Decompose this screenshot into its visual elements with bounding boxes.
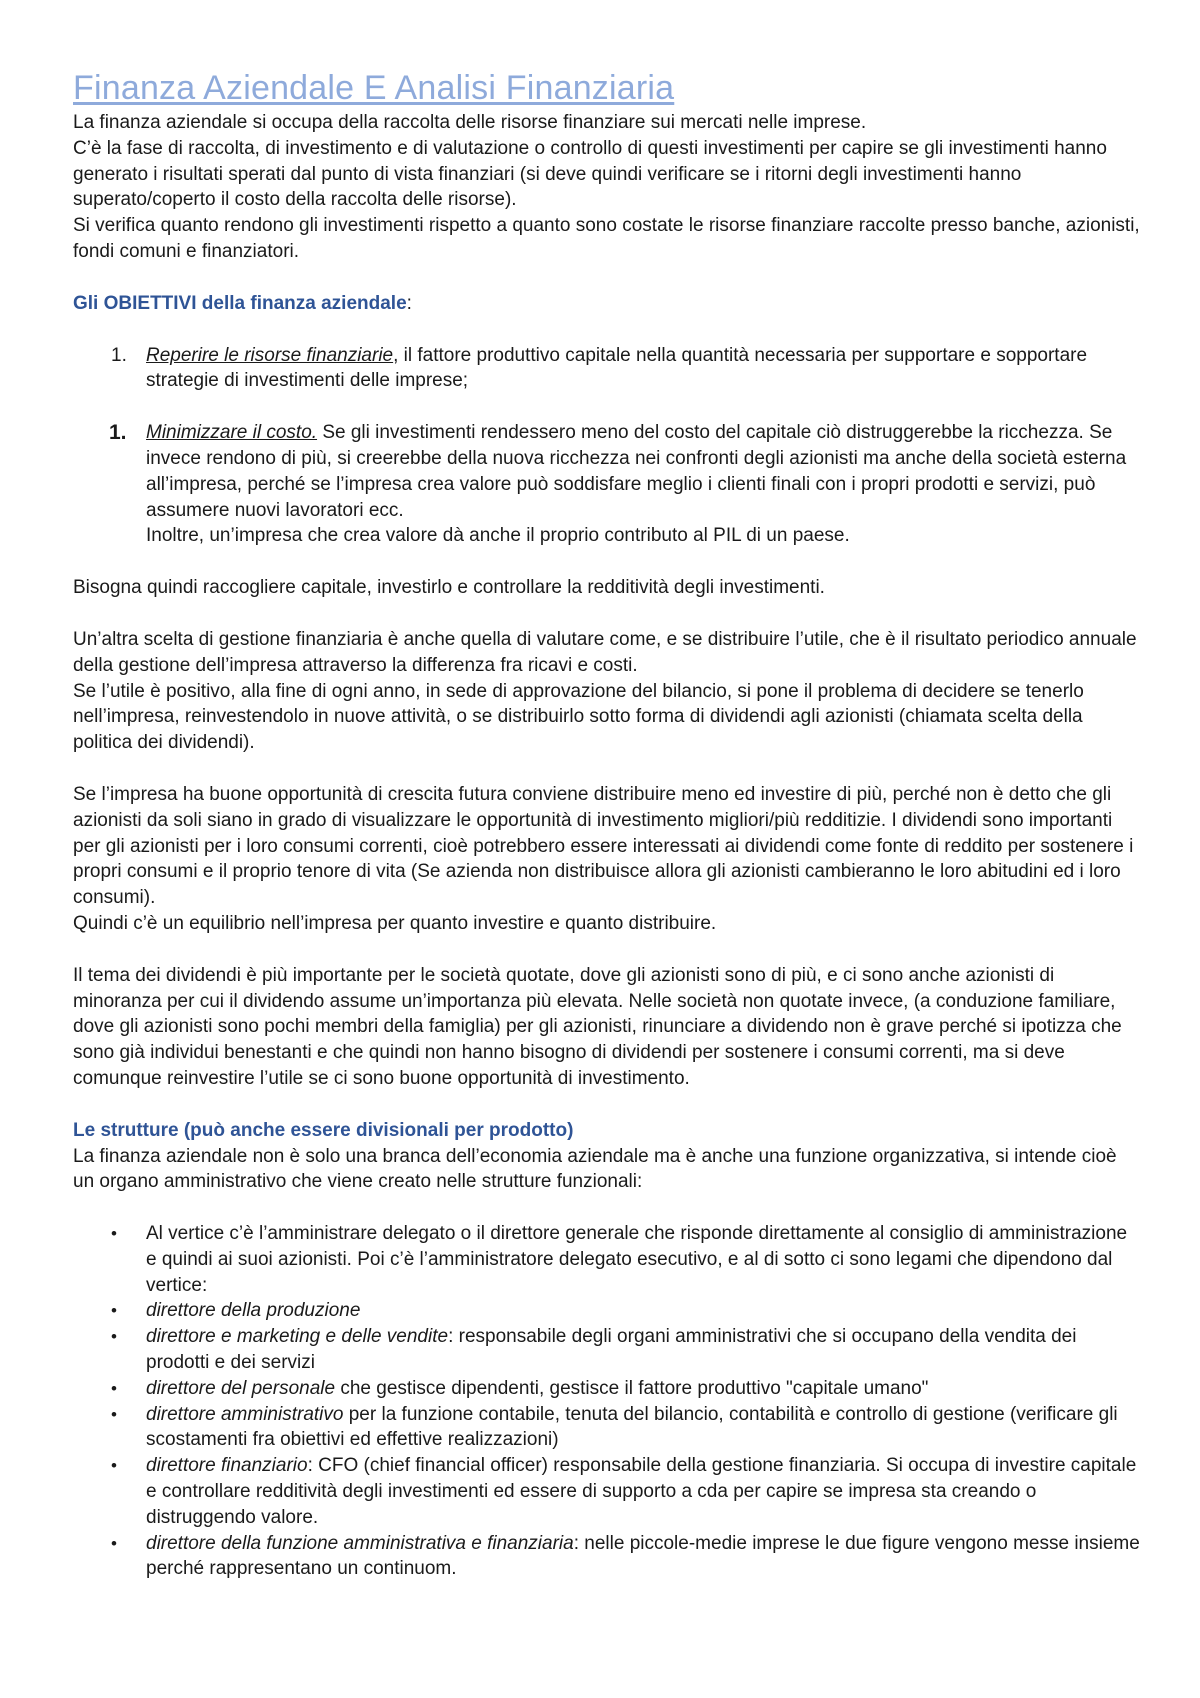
- structure-text: : responsabile degli organi amministrativi che si occupano della vendita dei prodotti e dei servizi: [146, 1326, 1077, 1374]
- bullet-icon: •: [111, 1456, 117, 1476]
- bullet-icon: •: [111, 1327, 117, 1347]
- bullet-icon: •: [111, 1301, 117, 1321]
- structure-text: per la funzione contabile, tenuta del bilancio, contabilità e controllo di gestione (verificare gli scostamenti fra obiettivi ed effettive realizzazioni): [146, 1403, 1118, 1451]
- structure-text: : nelle piccole-medie imprese le due figure vengono messe insieme perché rappresentano un continuom.: [146, 1532, 1140, 1580]
- paragraph-collect: Bisogna quindi raccogliere capitale, investirlo e controllare la redditività degli investimenti.: [73, 577, 825, 599]
- objectives-heading-text: Gli OBIETTIVI della finanza aziendale: [73, 292, 407, 314]
- objective-lead: Minimizzare il costo.: [146, 422, 318, 444]
- list-item: [73, 1221, 1140, 1298]
- paragraph-growth-2: Quindi c’è un equilibrio nell’impresa per quanto investire e quanto distribuire.: [73, 912, 717, 934]
- list-item: [73, 1376, 1140, 1402]
- list-item: [73, 1298, 1140, 1324]
- objective-extra: Inoltre, un’impresa che crea valore dà anche il proprio contributo al PIL di un paese.: [146, 525, 850, 547]
- objective-number: 1.: [111, 344, 127, 366]
- paragraph-dividends-1: Un’altra scelta di gestione finanziaria è anche quella di valutare come, e se distribuire l’utile, che è il risultato periodico annuale della gestione dell’impresa attraverso la differenza fra ricavi e costi.: [73, 628, 1137, 676]
- objective-number: 1.: [109, 421, 127, 445]
- intro-line-1: La finanza aziendale si occupa della raccolta delle risorse finanziare sui mercati nelle imprese.: [73, 112, 867, 133]
- structures-list: [73, 1221, 1140, 1582]
- list-item: [73, 1402, 1140, 1454]
- list-item: [73, 1324, 1140, 1376]
- bullet-icon: •: [111, 1224, 117, 1244]
- objective-lead: Reperire le risorse finanziarie: [146, 344, 394, 366]
- paragraph-dividends-2: Se l’utile è positivo, alla fine di ogni anno, in sede di approvazione del bilancio, si pone il problema di decidere se tenerlo nell’impresa, reinvestendolo in nuove attività, o se distribuirlo sotto forma di dividendi agli azionisti (chiamata scelta della politica dei dividendi).: [73, 680, 1084, 754]
- objective-text: Se gli investimenti rendessero meno del costo del capitale ciò distruggerebbe la ricchezza. Se invece rendono di più, si creerebbe della nuova ricchezza nei confronti degli azionisti ma anche della società esterna all’impresa, perché se l’impresa crea valore può soddisfare meglio i clienti finali con i propri prodotti e servizi, può assumere nuovi lavoratori ecc.: [146, 422, 1127, 521]
- structures-intro: La finanza aziendale non è solo una branca dell’economia aziendale ma è anche una funzione organizzativa, si intende cioè un organo amministrativo che viene creato nelle strutture funzionali:: [73, 1145, 1117, 1193]
- structure-lead: direttore della funzione amministrativa e finanziaria: [146, 1532, 574, 1554]
- objectives-heading: [73, 291, 1140, 317]
- list-item: [73, 1453, 1140, 1530]
- structure-lead: direttore amministrativo: [146, 1403, 344, 1425]
- structure-text: Al vertice c’è l’amministrare delegato o il direttore generale che risponde direttamente al consiglio di amministrazione e quindi ai suoi azionisti. Poi c’è l’amministratore delegato esecutivo, e al di sotto ci sono legami che dipendono dal vertice:: [146, 1223, 1128, 1296]
- structure-lead: direttore della produzione: [146, 1300, 361, 1322]
- structure-lead: direttore e marketing e delle vendite: [146, 1326, 449, 1348]
- objectives-list: [73, 343, 1140, 550]
- bullet-icon: •: [111, 1404, 117, 1424]
- list-item: [73, 1531, 1140, 1583]
- document-title: Finanza Aziendale E Analisi Finanziaria: [73, 69, 675, 107]
- objective-text: , il fattore produttivo capitale nella quantità necessaria per supportare e sopportare strategie di investimenti delle imprese;: [146, 344, 1088, 392]
- intro-line-3: Si verifica quanto rendono gli investimenti rispetto a quanto sono costate le risorse finanziare raccolte presso banche, azionisti, fondi comuni e finanziatori.: [73, 215, 1140, 262]
- objectives-heading-colon: :: [406, 292, 412, 314]
- bullet-icon: •: [111, 1378, 117, 1398]
- structure-text: che gestisce dipendenti, gestisce il fattore produttivo "capitale umano": [335, 1377, 929, 1399]
- intro-line-2: C’è la fase di raccolta, di investimento e di valutazione o controllo di questi investimenti per capire se gli investimenti hanno generato i risultati sperati dal punto di vista finanziari (si deve quindi verificare se i ritorni degli investimenti hanno superato/coperto il costo della raccolta delle risorse).: [73, 137, 1107, 211]
- structure-lead: direttore del personale: [146, 1377, 336, 1399]
- structure-text: : CFO (chief financial officer) responsabile della gestione finanziaria. Si occupa di investire capitale e controllare redditività degli investimenti ed essere di supporto a cda per capire se impresa sta creando o distruggendo valore.: [146, 1455, 1137, 1528]
- paragraph-growth-1: Se l’impresa ha buone opportunità di crescita futura conviene distribuire meno ed investire di più, perché non è detto che gli azionisti da soli siano in grado di visualizzare le opportunità di investimento migliori/più redditizie. I dividendi sono importanti per gli azionisti per i loro consumi correnti, cioè potrebbero essere interessati ai dividendi come fonte di reddito per sostenere i propri consumi e il proprio tenore di vita (Se azienda non distribuisce allora gli azionisti cambieranno le loro abitudini ed i loro consumi).: [73, 783, 1134, 909]
- structures-heading: Le strutture (può anche essere divisionali per prodotto): [73, 1119, 574, 1141]
- objective-item-2: [73, 420, 1140, 549]
- structure-lead: direttore finanziario: [146, 1455, 308, 1477]
- paragraph-listed-companies: Il tema dei dividendi è più importante per le società quotate, dove gli azionisti sono di più, e ci sono anche azionisti di minoranza per cui il dividendo assume un’importanza più elevata. Nelle società non quotate invece, (a conduzione familiare, dove gli azionisti sono pochi membri della famiglia) per gli azionisti, rinunciare a dividendo non è grave perché si ipotizza che sono già individui benestanti e che quindi non hanno bisogno di dividendi per sostenere i consumi correnti, ma si deve comunque reinvestire l’utile se ci sono buone opportunità di investimento.: [73, 964, 1122, 1089]
- list-spacer: [73, 394, 1140, 420]
- bullet-icon: •: [111, 1533, 117, 1553]
- objective-item-1: [73, 343, 1140, 395]
